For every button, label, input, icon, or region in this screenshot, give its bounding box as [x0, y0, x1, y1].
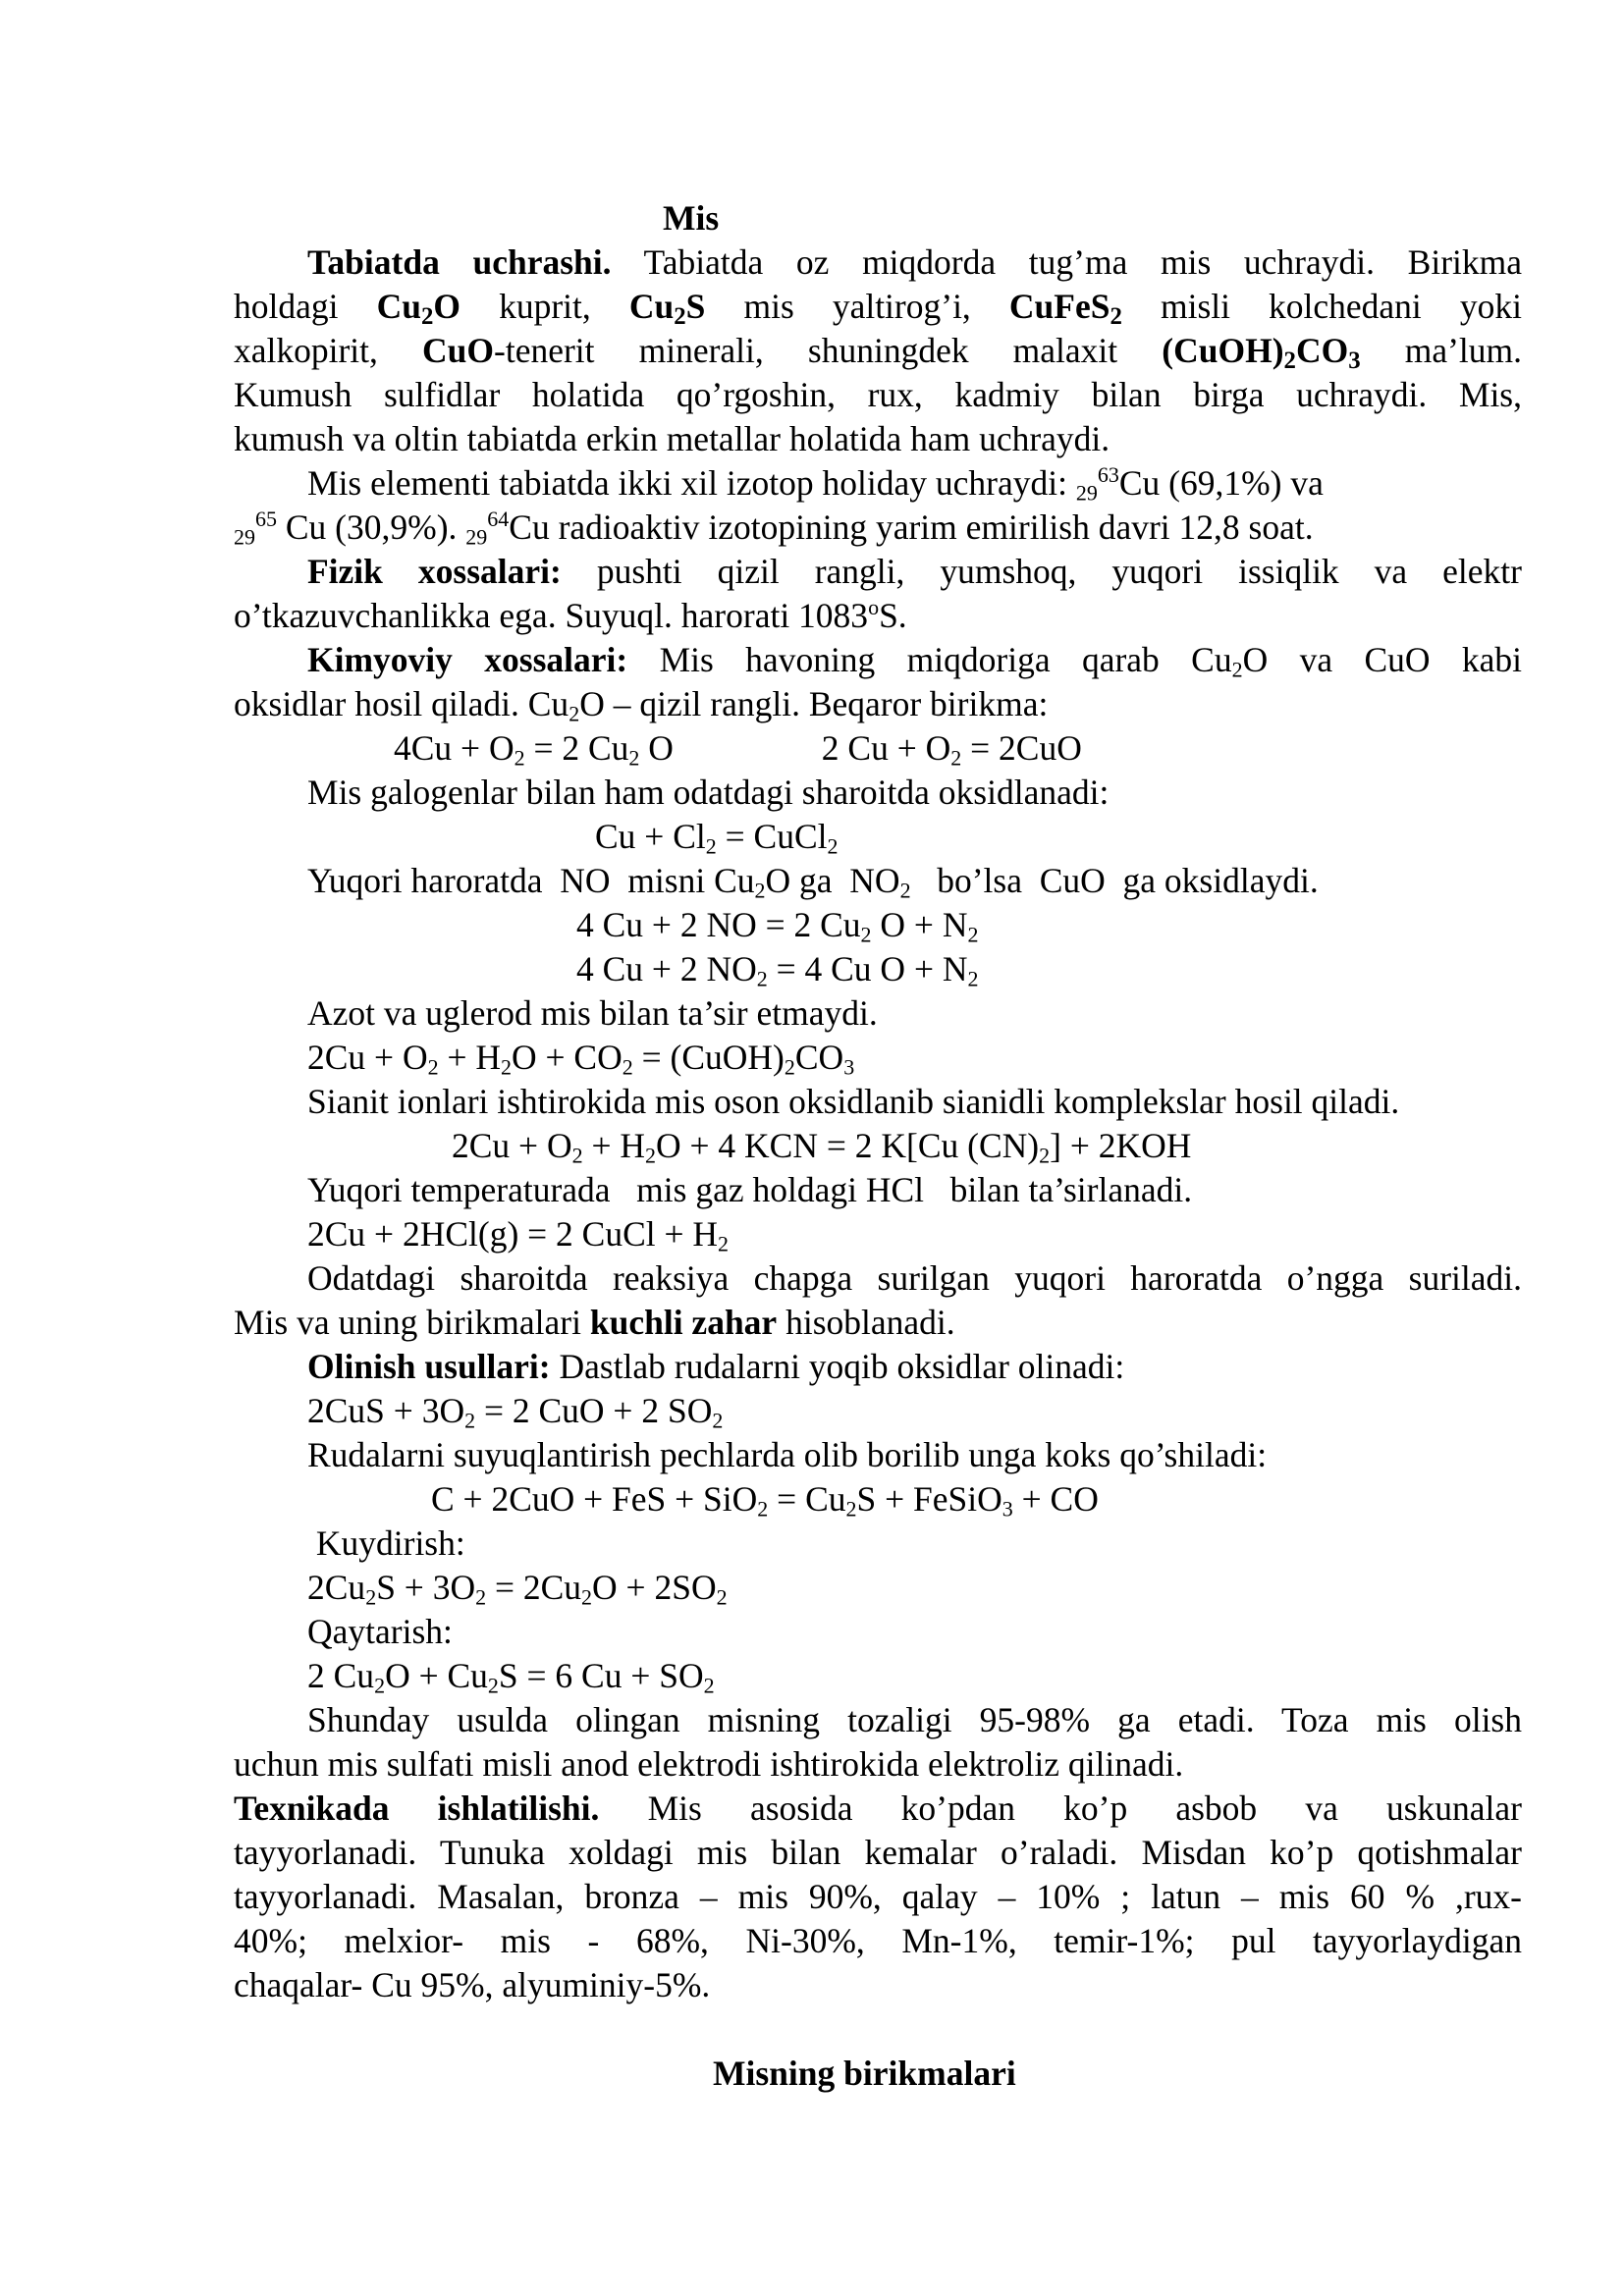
text-odatdagi-line1: Odatdagi sharoitda reaksiya chapga surilgan yuqori haroratda o’ngga suriladi.: [307, 1258, 1522, 1298]
section-tabiatda-line3: xalkopirit, CuO-tenerit minerali, shuningdek malaxit $(CuOH)_2CO_3$ ma’lum.: [234, 331, 1523, 375]
equation-patina: $2Cu + O_2 + H_2O + CO_2$ = $(CuOH)_2CO_3$: [307, 1038, 855, 1080]
text-odatdagi-line2: Mis va uning birikmalari kuchli zahar hisoblanadi.: [234, 1303, 955, 1342]
formula-malaxit: $(CuOH)_2CO_3$: [1162, 331, 1361, 375]
section-heading-olinish: Olinish usullari:: [307, 1347, 551, 1386]
section-kimyoviy-line2: oksidlar hosil qiladi. $Cu_2O$ – qizil rangli. Beqaror birikma:: [234, 684, 1049, 726]
section-texnika-line4: 40%; melxior- mis - 68%, Ni-30%, Mn-1%, temir-1%; pul tayyorlaydigan: [234, 1921, 1522, 1960]
formula-cufes2: CuFeS$_2$: [1008, 287, 1122, 331]
text-shunday-line1: Shunday usulda olingan misning tozaligi 95-98% ga etadi. Toza mis olish: [307, 1700, 1522, 1739]
section-heading-kimyoviy: Kimyoviy xossalari:: [307, 640, 628, 679]
section-heading-fizik: Fizik xossalari:: [307, 552, 562, 591]
section-tabiatda-line4: Kumush sulfidlar holatida qo’rgoshin, rux, kadmiy bilan birga uchraydi. Mis,: [234, 375, 1522, 414]
section-fizik-line2: o’tkazuvchanlikka ega. Suyuql. harorati 1083$^o$S.: [234, 594, 907, 635]
section-heading-tabiatda: Tabiatda uchrashi.: [307, 242, 612, 282]
text-no-oxidation: Yuqori haroratda NO misni $Cu_2O$ ga $NO_2$ bo’lsa CuO ga oksidlaydi.: [307, 861, 1319, 903]
formula-cu2o: $Cu_2O$: [376, 287, 460, 331]
text-kuydirish: Kuydirish:: [307, 1523, 465, 1563]
equation-no2: 4 Cu + 2 $NO_2 = 4$ Cu $O + N_2$: [576, 949, 979, 991]
section-fizik-line1: Fizik xossalari: pushti qizil rangli, yumshoq, yuqori issiqlik va elektr: [307, 552, 1522, 591]
text-hcl: Yuqori temperaturada mis gaz holdagi HCl bilan ta’sirlanadi.: [307, 1170, 1193, 1209]
section-kimyoviy-line1: Kimyoviy xossalari: Mis havoning miqdoriga qarab $Cu_2O$ va CuO kabi: [307, 640, 1522, 682]
section-texnika-line3: tayyorlanadi. Masalan, bronza – mis 90%, qalay – 10% ; latun – mis 60 % ,rux-: [234, 1877, 1522, 1916]
equation-smelting: C + 2CuO + FeS + $SiO_2 = Cu_2S$ + FeSiO$_3$ + CO: [431, 1479, 1099, 1522]
section-texnika-line2: tayyorlanadi. Tunuka xoldagi mis bilan kemalar o’raladi. Misdan ko’p qotishmalar: [234, 1833, 1522, 1872]
text-shunday-line2: uchun mis sulfati misli anod elektrodi ishtirokida elektroliz qilinadi.: [234, 1744, 1184, 1784]
equation-roasting: $2CuS + 3O_2 = 2$ CuO + 2 $SO_2$: [307, 1391, 724, 1433]
section-heading-texnika: Texnikada ishlatilishi.: [234, 1789, 600, 1828]
equation-oxidation: $4Cu + O_2 = 2$ $Cu_2$ O 2 $Cu + O_2 = 2CuO$: [394, 728, 1082, 771]
text-rudalar: Rudalarni suyuqlantirish pechlarda olib borilib unga koks qo’shiladi:: [307, 1435, 1268, 1474]
equation-qaytarish: 2 $Cu_2O + Cu_2S = 6$ $Cu + SO_2$: [307, 1656, 715, 1698]
equation-kuydirish: $2Cu_2S + 3O_2 = 2Cu_2O + 2SO_2$: [307, 1568, 728, 1610]
isotope-line1: Mis elementi tabiatda ikki xil izotop holiday uchraydi: $_{29}^{63}$Cu (69,1%) va: [307, 461, 1324, 506]
section-tabiatda-line2: holdagi $Cu_2O$ kuprit, $Cu_2S$ mis yaltirog’i, CuFeS$_2$ misli kolchedani yoki: [234, 287, 1522, 331]
text-azot: Azot va uglerod mis bilan ta’sir etmaydi.: [307, 993, 878, 1033]
isotope-line2: $_{29}^{65}$ Cu (30,9%). $_{29}^{64}$Cu radioaktiv izotopining yarim emirilish davri 12,8 soat.: [234, 506, 1314, 550]
text-qaytarish: Qaytarish:: [307, 1612, 453, 1651]
section-gap: [234, 2007, 1522, 2052]
section-title-birikmalari: Misning birikmalari: [713, 2054, 1016, 2093]
section-olinish: Olinish usullari: Dastlab rudalarni yoqib oksidlar olinadi:: [307, 1347, 1125, 1386]
section-texnika-line1: Texnikada ishlatilishi. Mis asosida ko’pdan ko’p asbob va uskunalar: [234, 1789, 1522, 1828]
text-sianit: Sianit ionlari ishtirokida mis oson oksidlanib sianidli komplekslar hosil qiladi.: [307, 1082, 1400, 1121]
equation-chlorine: $Cu + Cl_2$ = CuCl$_2$: [595, 817, 839, 859]
equation-cyanide: $2Cu + O_2 + H_2O + 4$ KCN = 2 K[Cu $(CN)_2] + 2KOH$: [452, 1126, 1192, 1168]
section-tabiatda-line5: kumush va oltin tabiatda erkin metallar holatida ham uchraydi.: [234, 419, 1110, 458]
text-galogen: Mis galogenlar bilan ham odatdagi sharoitda oksidlanadi:: [307, 773, 1110, 812]
page-title: Mis: [663, 198, 720, 238]
formula-cuo: CuO: [422, 331, 495, 370]
document-page: [234, 196, 1522, 2096]
section-tabiatda-line1: Tabiatda uchrashi. Tabiatda oz miqdorda tug’ma mis uchraydi. Birikma: [307, 242, 1522, 282]
formula-cu2s: $Cu_2S$: [628, 287, 706, 331]
equation-no: 4 Cu + 2 NO = 2 $Cu_2$ $O + N_2$: [576, 905, 979, 947]
equation-hcl: 2Cu + 2HCl(g) = 2 CuCl + $H_2$: [307, 1214, 730, 1256]
section-texnika-line5: chaqalar- Cu 95%, alyuminiy-5%.: [234, 1965, 711, 2004]
